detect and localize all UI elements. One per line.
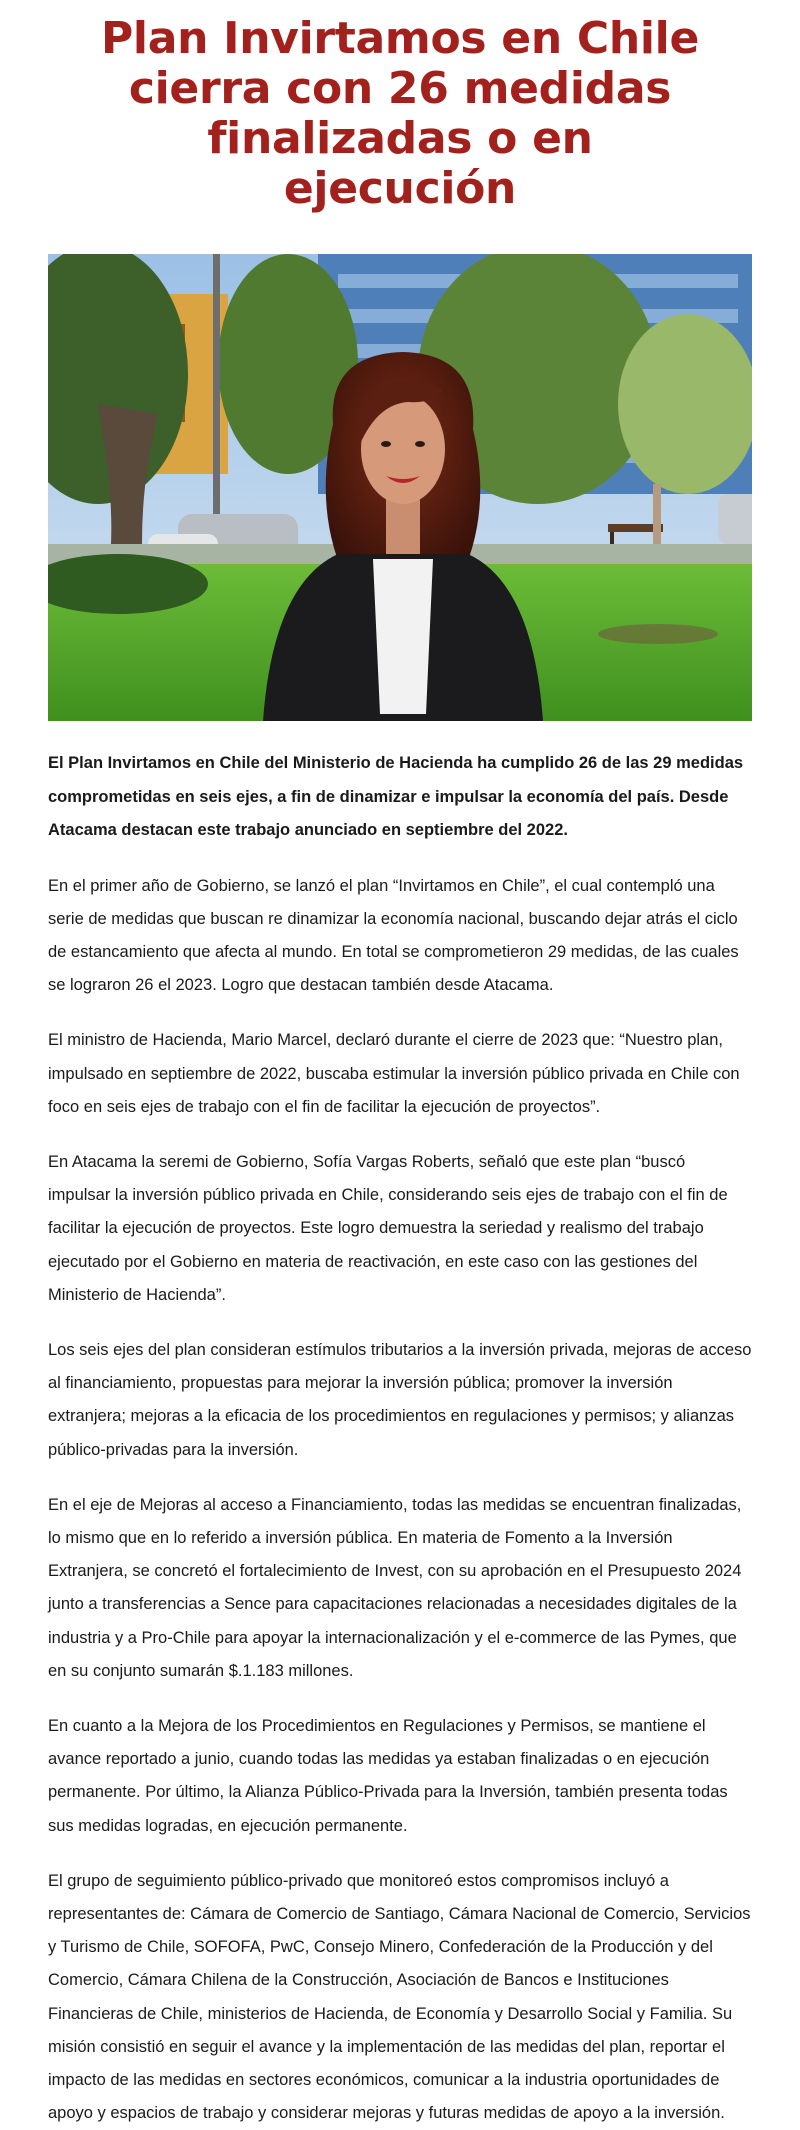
article-paragraph: Los seis ejes del plan consideran estímulos tributarios a la inversión privada, mejoras de acceso al financiamiento, propuestas para mejorar la inversión pública; promover la inversión extranjera; mejoras a la eficacia de los procedimientos en regulaciones y permisos; y alianzas público-privadas para la inversión. (48, 1340, 752, 1459)
article-paragraph: En el eje de Mejoras al acceso a Financiamiento, todas las medidas se encuentran finalizadas, lo mismo que en lo referido a inversión pública. En materia de Fomento a la Inversión Extranjera, se concretó el fortalecimiento de Invest, con su aprobación en el Presupuesto 2024 junto a transferencias a Sence para capacitaciones relacionadas a necesidades digitales de la industria y a Pro-Chile para apoyar la internacionalización y el e-commerce de las Pymes, que en su conjunto sumarán $.1.183 millones. (48, 1495, 742, 1680)
article-paragraph: En cuanto a la Mejora de los Procedimientos en Regulaciones y Permisos, se mantiene el avance reportado a junio, cuando todas las medidas ya estaban finalizadas o en ejecución permanente. Por último, la Alianza Público-Privada para la Inversión, también presenta todas sus medidas logradas, en ejecución permanente. (48, 1716, 728, 1835)
article-lead: El Plan Invirtamos en Chile del Ministerio de Hacienda ha cumplido 26 de las 29 medidas comprometidas en seis ejes, a fin de dinamizar e impulsar la economía del país. Desde Atacama destacan este trabajo anunciado en septiembre del 2022. (48, 754, 744, 839)
article-paragraph: El grupo de seguimiento público-privado que monitoreó estos compromisos incluyó a representantes de: Cámara de Comercio de Santiago, Cámara Nacional de Comercio, Servicios y Turismo de Chile, SOFOFA, PwC, Consejo Minero, Confederación de la Producción y del Comercio, Cámara Chilena de la Construcción, Asociación de Bancos e Instituciones Financieras de Chile, ministerios de Hacienda, de Economía y Desarrollo Social y Familia. Su misión consistió en seguir el avance y la implementación de las medidas del plan, reportar el impacto de las medidas en sectores económicos, comunicar a la industria oportunidades de apoyo y espacios de trabajo y considerar mejoras y futuras medidas de apoyo a la inversión. (48, 1871, 751, 2123)
article-paragraph: En Atacama la seremi de Gobierno, Sofía Vargas Roberts, señaló que este plan “buscó impulsar la inversión público privada en Chile, considerando seis ejes de trabajo con el fin de facilitar la ejecución de proyectos. Este logro demuestra la seriedad y realismo del trabajo ejecutado por el Gobierno en materia de reactivación, en este caso con las gestiones del Ministerio de Hacienda”. (48, 1152, 728, 1304)
article (48, 0, 752, 2130)
article-paragraph: El ministro de Hacienda, Mario Marcel, declaró durante el cierre de 2023 que: “Nuestro plan, impulsado en septiembre de 2022, buscaba estimular la inversión público privada en Chile con foco en seis ejes de trabajo con el fin de facilitar la ejecución de proyectos”. (48, 1031, 740, 1116)
article-title: Plan Invirtamos en Chile cierra con 26 medidas finalizadas o en ejecución (100, 13, 700, 214)
photo-woman-in-park-icon (48, 254, 752, 721)
article-paragraph: En el primer año de Gobierno, se lanzó el plan “Invirtamos en Chile”, el cual contempló una serie de medidas que buscan re dinamizar la economía nacional, buscando dejar atrás el ciclo de estancamiento que afecta al mundo. En total se comprometieron 29 medidas, de las cuales se lograron 26 el 2023. Logro que destacan también desde Atacama. (48, 876, 739, 995)
article-photo (48, 254, 752, 721)
